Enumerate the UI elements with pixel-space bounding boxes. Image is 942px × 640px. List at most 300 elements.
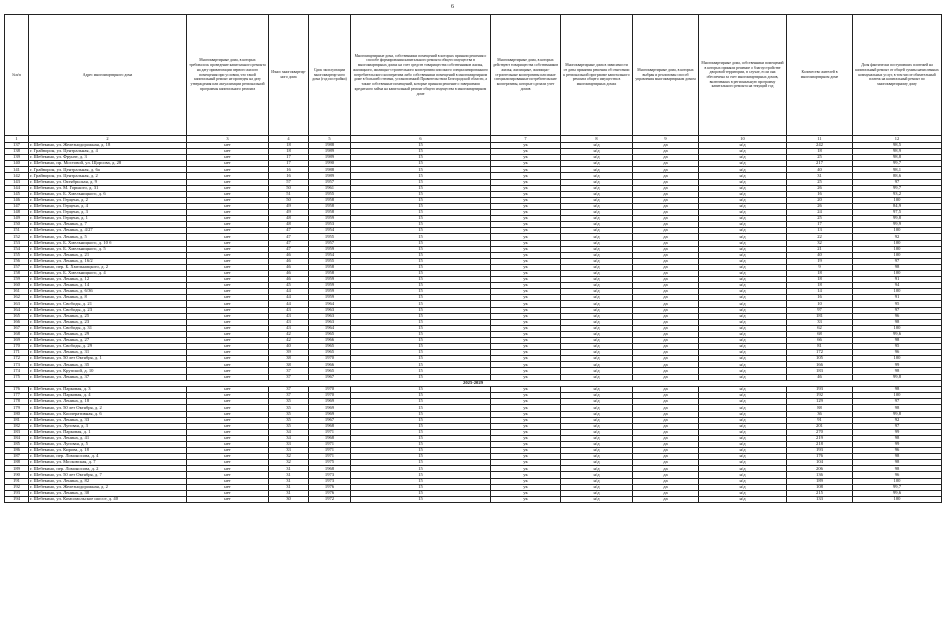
table-cell: нет: [187, 222, 269, 228]
table-cell: 149: [5, 216, 29, 222]
table-cell: 38: [269, 356, 309, 362]
table-cell: нет: [187, 179, 269, 185]
table-cell: 163: [5, 301, 29, 307]
table-cell: 99: [853, 362, 942, 368]
table-cell: ук: [491, 350, 561, 356]
address-cell: г. Шебекино, пер. Б. Хмельницкого, д. 2: [29, 264, 187, 270]
address-cell: г. Шебекино, ул. Ленина, д. 7: [29, 222, 187, 228]
address-cell: г. Шебекино, ул. 50 лет Октября, д. 7: [29, 472, 187, 478]
table-cell: н/д: [561, 270, 633, 276]
table-cell: 1959: [309, 246, 351, 252]
table-cell: 97: [853, 307, 942, 313]
table-row: [5, 496, 942, 502]
table-cell: 47: [269, 240, 309, 246]
table-cell: 46: [269, 264, 309, 270]
table-cell: ук: [491, 191, 561, 197]
table-cell: да: [633, 405, 699, 411]
table-cell: 100: [853, 289, 942, 295]
table-cell: 172: [5, 356, 29, 362]
table-cell: 46: [269, 252, 309, 258]
table-cell: нет: [187, 143, 269, 149]
table-cell: н/д: [699, 197, 787, 203]
table-cell: 38: [269, 362, 309, 368]
table-cell: нет: [187, 270, 269, 276]
table-cell: ук: [491, 448, 561, 454]
table-cell: 100: [853, 325, 942, 331]
address-cell: г. Шебекино, ул. Парковая, д. 1: [29, 429, 187, 435]
table-cell: да: [633, 460, 699, 466]
table-cell: ук: [491, 173, 561, 179]
table-cell: 99,8: [853, 374, 942, 380]
address-cell: г. Шебекино, ул. Ленина, д. 5: [29, 234, 187, 240]
address-cell: г. Шебекино, ул. Крупской, д. 10: [29, 368, 187, 374]
table-cell: 32: [787, 240, 853, 246]
table-cell: 1955: [309, 191, 351, 197]
table-cell: н/д: [699, 258, 787, 264]
table-cell: н/д: [699, 185, 787, 191]
table-cell: н/д: [699, 490, 787, 496]
table-cell: 105: [787, 356, 853, 362]
table-cell: 1967: [309, 374, 351, 380]
address-cell: г. Шебекино, ул. Комсомольское шоссе, д. 40: [29, 496, 187, 502]
table-cell: да: [633, 143, 699, 149]
address-cell: г. Шебекино, ул. 50 лет Октября, д. 1: [29, 356, 187, 362]
table-cell: 1989: [309, 155, 351, 161]
table-cell: 217: [787, 161, 853, 167]
table-cell: 165: [5, 313, 29, 319]
address-cell: г. Шебекино, ул. Луговая, д. 3: [29, 423, 187, 429]
header-row: [5, 15, 942, 136]
table-cell: н/д: [561, 417, 633, 423]
table-cell: 1959: [309, 289, 351, 295]
table-cell: нет: [187, 283, 269, 289]
table-cell: 92: [853, 417, 942, 423]
table-cell: н/д: [561, 203, 633, 209]
table-cell: 97: [787, 307, 853, 313]
table-cell: да: [633, 210, 699, 216]
table-cell: да: [633, 399, 699, 405]
table-cell: н/д: [561, 246, 633, 252]
table-cell: ук: [491, 331, 561, 337]
table-cell: 1968: [309, 435, 351, 441]
table-cell: нет: [187, 460, 269, 466]
table-cell: ук: [491, 490, 561, 496]
table-cell: 176: [787, 454, 853, 460]
table-cell: 218: [787, 442, 853, 448]
table-cell: да: [633, 203, 699, 209]
column-number-cell: 4: [269, 136, 309, 143]
table-cell: н/д: [561, 405, 633, 411]
table-cell: 1976: [309, 490, 351, 496]
address-cell: г. Шебекино, ул. Ленина, д. 35: [29, 362, 187, 368]
table-cell: 97: [853, 179, 942, 185]
table-cell: ук: [491, 203, 561, 209]
table-cell: 47: [269, 246, 309, 252]
table-cell: 98: [853, 368, 942, 374]
table-cell: 98: [853, 319, 942, 325]
table-cell: да: [633, 222, 699, 228]
table-cell: 15: [351, 387, 491, 393]
table-cell: 15: [351, 356, 491, 362]
table-cell: 25: [787, 216, 853, 222]
table-cell: ук: [491, 289, 561, 295]
table-cell: 170: [5, 344, 29, 350]
table-cell: 174: [5, 368, 29, 374]
table-cell: 1958: [309, 270, 351, 276]
table-cell: 15: [351, 228, 491, 234]
table-cell: 30: [269, 496, 309, 502]
table-cell: 99,6: [853, 490, 942, 496]
table-cell: ук: [491, 429, 561, 435]
table-cell: н/д: [699, 270, 787, 276]
table-cell: 193: [787, 387, 853, 393]
table-cell: 99,6: [853, 331, 942, 337]
table-cell: 98,9: [853, 149, 942, 155]
table-cell: 1971: [309, 429, 351, 435]
table-cell: ук: [491, 417, 561, 423]
address-cell: г. Шебекино, ул. М. Горького, д. 31: [29, 185, 187, 191]
address-cell: г. Шебекино, ул. Ленина, д. 30: [29, 490, 187, 496]
table-cell: 206: [787, 466, 853, 472]
address-cell: г. Шебекино, ул. Ленина, д. 23: [29, 319, 187, 325]
address-cell: г. Шебекино, ул. Ленина, д. 37: [29, 374, 187, 380]
address-cell: г. Шебекино, ул. Парковая, д. 3: [29, 387, 187, 393]
table-cell: 15: [351, 155, 491, 161]
table-cell: н/д: [561, 228, 633, 234]
table-cell: 15: [351, 454, 491, 460]
address-cell: г. Шебекино, ул. Ленина, д. 12: [29, 277, 187, 283]
table-cell: 139: [5, 155, 29, 161]
table-cell: н/д: [561, 356, 633, 362]
table-cell: нет: [187, 454, 269, 460]
table-cell: н/д: [561, 216, 633, 222]
table-cell: н/д: [561, 149, 633, 155]
table-cell: да: [633, 344, 699, 350]
table-cell: да: [633, 197, 699, 203]
address-cell: г. Шебекино, ул. Б. Хмельницкого, д. 10 б: [29, 240, 187, 246]
table-cell: ук: [491, 405, 561, 411]
table-cell: 15: [351, 362, 491, 368]
address-cell: г. Шебекино, ул. Свободы, д. 29: [29, 344, 187, 350]
table-cell: 25: [787, 155, 853, 161]
table-cell: 193: [787, 448, 853, 454]
table-cell: 1963: [309, 307, 351, 313]
table-cell: 31: [269, 478, 309, 484]
header-cell: Многоквартирные дома, собственники помещений в которых приняли решение о благоустройстве дворовой территории, в случае, если она обеспечена за счет многоквартирных домов, включенных в региональную программу капитального ремонта на текущий год: [699, 15, 787, 136]
table-cell: 1989: [309, 173, 351, 179]
table-cell: н/д: [699, 313, 787, 319]
table-cell: да: [633, 350, 699, 356]
table-cell: 108: [787, 484, 853, 490]
table-cell: 184: [5, 435, 29, 441]
table-cell: 99,7: [853, 484, 942, 490]
table-cell: 190: [5, 472, 29, 478]
table-cell: н/д: [561, 448, 633, 454]
table-cell: 1963: [309, 313, 351, 319]
table-cell: н/д: [699, 203, 787, 209]
table-cell: 46: [269, 277, 309, 283]
table-cell: 43: [269, 313, 309, 319]
table-cell: 186: [5, 448, 29, 454]
table-cell: да: [633, 374, 699, 380]
address-cell: г. Шебекино, ул. Ленина, д. 33: [29, 417, 187, 423]
table-cell: н/д: [561, 307, 633, 313]
table-cell: 1957: [309, 179, 351, 185]
table-cell: нет: [187, 435, 269, 441]
table-cell: 141: [5, 167, 29, 173]
table-cell: 15: [351, 283, 491, 289]
table-cell: 1989: [309, 149, 351, 155]
table-cell: ук: [491, 338, 561, 344]
table-cell: да: [633, 423, 699, 429]
table-cell: 14: [787, 289, 853, 295]
table-cell: 15: [351, 319, 491, 325]
table-cell: н/д: [561, 277, 633, 283]
table-cell: ук: [491, 149, 561, 155]
table-cell: ук: [491, 496, 561, 502]
table-cell: 144: [5, 185, 29, 191]
table-cell: да: [633, 478, 699, 484]
address-cell: г. Шебекино, ул. Ленина, д. 8: [29, 295, 187, 301]
table-cell: н/д: [561, 289, 633, 295]
table-cell: 1969: [309, 411, 351, 417]
table-cell: 15: [351, 417, 491, 423]
table-cell: нет: [187, 429, 269, 435]
table-cell: н/д: [699, 210, 787, 216]
table-cell: 37: [269, 374, 309, 380]
table-cell: н/д: [561, 331, 633, 337]
column-number-cell: 2: [29, 136, 187, 143]
table-cell: 49: [269, 210, 309, 216]
address-cell: г. Шебекино, ул. Герцена, д. 4: [29, 203, 187, 209]
header-cell: Многоквартирные дома, в которых выбран и реализован способ управления многоквартирным домом: [633, 15, 699, 136]
table-cell: н/д: [699, 466, 787, 472]
table-cell: ук: [491, 228, 561, 234]
table-cell: 91: [787, 417, 853, 423]
table-cell: да: [633, 417, 699, 423]
table-cell: 48: [269, 222, 309, 228]
table-cell: нет: [187, 417, 269, 423]
table-cell: нет: [187, 484, 269, 490]
table-cell: нет: [187, 466, 269, 472]
table-cell: 215: [787, 490, 853, 496]
table-cell: 31: [269, 490, 309, 496]
table-cell: 18: [269, 149, 309, 155]
table-cell: 37: [269, 368, 309, 374]
table-cell: 129: [787, 399, 853, 405]
address-cell: г. Шебекино, ул. Б. Хмельницкого, д. 4: [29, 270, 187, 276]
table-cell: 15: [351, 411, 491, 417]
table-cell: 20: [787, 197, 853, 203]
header-cell: Количество жителей в многоквартирном доме: [787, 15, 853, 136]
table-cell: 183: [787, 368, 853, 374]
table-cell: 15: [351, 338, 491, 344]
table-cell: 33: [787, 319, 853, 325]
header-cell: Износ многоквартир-ного дома: [269, 15, 309, 136]
table-cell: н/д: [699, 387, 787, 393]
table-cell: 1959: [309, 295, 351, 301]
table-cell: 44: [269, 289, 309, 295]
table-cell: 26: [787, 203, 853, 209]
table-cell: 15: [351, 393, 491, 399]
table-cell: н/д: [699, 429, 787, 435]
table-cell: да: [633, 179, 699, 185]
table-cell: н/д: [699, 264, 787, 270]
table-cell: 44: [269, 301, 309, 307]
table-cell: 35: [269, 417, 309, 423]
table-cell: 34: [269, 429, 309, 435]
address-cell: г. Шебекино, ул. Фрунзе, д. 3: [29, 155, 187, 161]
table-cell: 17: [269, 161, 309, 167]
table-cell: 15: [351, 405, 491, 411]
table-cell: н/д: [699, 448, 787, 454]
table-body: [5, 143, 942, 503]
table-cell: 137: [5, 143, 29, 149]
table-cell: 40: [787, 252, 853, 258]
table-cell: 49: [269, 203, 309, 209]
table-cell: ук: [491, 423, 561, 429]
table-cell: н/д: [561, 325, 633, 331]
table-cell: ук: [491, 460, 561, 466]
table-cell: 15: [351, 289, 491, 295]
table-cell: н/д: [561, 252, 633, 258]
table-cell: н/д: [699, 155, 787, 161]
table-cell: 35: [269, 399, 309, 405]
table-cell: н/д: [699, 143, 787, 149]
table-cell: нет: [187, 295, 269, 301]
table-cell: н/д: [699, 478, 787, 484]
table-cell: 1970: [309, 393, 351, 399]
table-cell: нет: [187, 252, 269, 258]
table-cell: 99: [853, 429, 942, 435]
table-cell: 104: [787, 460, 853, 466]
table-cell: ук: [491, 313, 561, 319]
table-cell: 91: [853, 295, 942, 301]
table-cell: 192: [5, 484, 29, 490]
table-cell: ук: [491, 472, 561, 478]
table-cell: 15: [351, 466, 491, 472]
table-cell: 17: [269, 155, 309, 161]
table-cell: 46: [787, 374, 853, 380]
table-cell: 15: [351, 252, 491, 258]
address-cell: г. Шебекино, ул. Парковая, д. 4: [29, 393, 187, 399]
table-cell: нет: [187, 191, 269, 197]
table-cell: да: [633, 173, 699, 179]
address-cell: г. Шебекино, ул. Герцена, д. 2: [29, 197, 187, 203]
table-cell: да: [633, 277, 699, 283]
table-cell: да: [633, 466, 699, 472]
table-cell: 15: [351, 173, 491, 179]
table-cell: ук: [491, 258, 561, 264]
table-cell: да: [633, 155, 699, 161]
table-cell: 68: [787, 331, 853, 337]
table-cell: 1955: [309, 234, 351, 240]
table-cell: 142: [5, 173, 29, 179]
table-cell: да: [633, 325, 699, 331]
table-cell: 1954: [309, 228, 351, 234]
table-cell: нет: [187, 399, 269, 405]
table-cell: н/д: [561, 442, 633, 448]
table-cell: н/д: [561, 155, 633, 161]
table-cell: 167: [5, 325, 29, 331]
table-cell: да: [633, 368, 699, 374]
table-cell: 18: [787, 270, 853, 276]
table-cell: 147: [5, 203, 29, 209]
table-cell: 168: [5, 331, 29, 337]
table-cell: 171: [5, 350, 29, 356]
table-cell: да: [633, 167, 699, 173]
table-cell: 98: [853, 405, 942, 411]
table-cell: 13: [787, 228, 853, 234]
table-cell: 31: [787, 173, 853, 179]
header-cell: Многоквартирные дома в зависимости от даты принятия решения об отнесении к региональной программе капитального ремонта общего имущества в многоквартирных домах: [561, 15, 633, 136]
table-cell: нет: [187, 203, 269, 209]
table-cell: нет: [187, 374, 269, 380]
header-cell: Многоквартирные дома, собственники помещений в которых приняли решения о способе формирования капитального ремонта общего имущества в многоквартирных домах на счет средств товарищества собственников жилья, жилищного, жилищно-строительного кооператива или иного специализированного потребительского кооператива либо собственники помещений в многоквартирном доме в большей степени, установленной Правительством Белгородской области, а также собственные помещений, которые приняли решение о завершении кредитного займа на капитальный ремонт общего имущества в многоквартирном доме: [351, 15, 491, 136]
table-cell: 150: [5, 222, 29, 228]
table-cell: н/д: [561, 460, 633, 466]
address-cell: г. Шебекино, ул. Герцена, д. 3: [29, 210, 187, 216]
table-cell: 97: [853, 399, 942, 405]
table-cell: 152: [5, 234, 29, 240]
table-cell: н/д: [561, 222, 633, 228]
table-cell: нет: [187, 331, 269, 337]
table-cell: н/д: [561, 191, 633, 197]
table-cell: 151: [5, 228, 29, 234]
table-cell: 15: [351, 270, 491, 276]
table-cell: 100: [853, 246, 942, 252]
table-cell: 1965: [309, 344, 351, 350]
table-cell: 96: [853, 472, 942, 478]
table-cell: да: [633, 149, 699, 155]
address-cell: г. Шебекино, ул. Ленина, д. 18: [29, 399, 187, 405]
table-cell: н/д: [561, 173, 633, 179]
table-cell: 99: [853, 442, 942, 448]
table-cell: 178: [5, 399, 29, 405]
table-cell: да: [633, 270, 699, 276]
table-cell: 88: [787, 405, 853, 411]
table-cell: нет: [187, 307, 269, 313]
table-cell: 40: [787, 167, 853, 173]
table-cell: 1988: [309, 167, 351, 173]
table-cell: 25: [787, 179, 853, 185]
table-cell: 97: [853, 258, 942, 264]
table-cell: 99,9: [853, 222, 942, 228]
table-cell: нет: [187, 216, 269, 222]
table-cell: н/д: [699, 222, 787, 228]
table-cell: н/д: [699, 356, 787, 362]
address-cell: г. Шебекино, ул. Железнодорожная, д. 2: [29, 484, 187, 490]
table-cell: 16: [269, 173, 309, 179]
table-cell: 98: [853, 466, 942, 472]
address-cell: г. Грайворон, ул. Центральная, д. 2: [29, 173, 187, 179]
table-cell: 44: [269, 295, 309, 301]
table-cell: 175: [5, 374, 29, 380]
table-cell: н/д: [561, 454, 633, 460]
table-cell: н/д: [699, 295, 787, 301]
table-cell: 31: [269, 484, 309, 490]
table-cell: 181: [5, 417, 29, 423]
table-cell: 169: [5, 338, 29, 344]
table-cell: 96: [853, 448, 942, 454]
table-cell: 100: [853, 496, 942, 502]
table-cell: 1973: [309, 478, 351, 484]
table-cell: ук: [491, 246, 561, 252]
table-cell: ук: [491, 362, 561, 368]
table-cell: 47: [269, 228, 309, 234]
table-cell: 33: [269, 448, 309, 454]
table-cell: 15: [351, 185, 491, 191]
